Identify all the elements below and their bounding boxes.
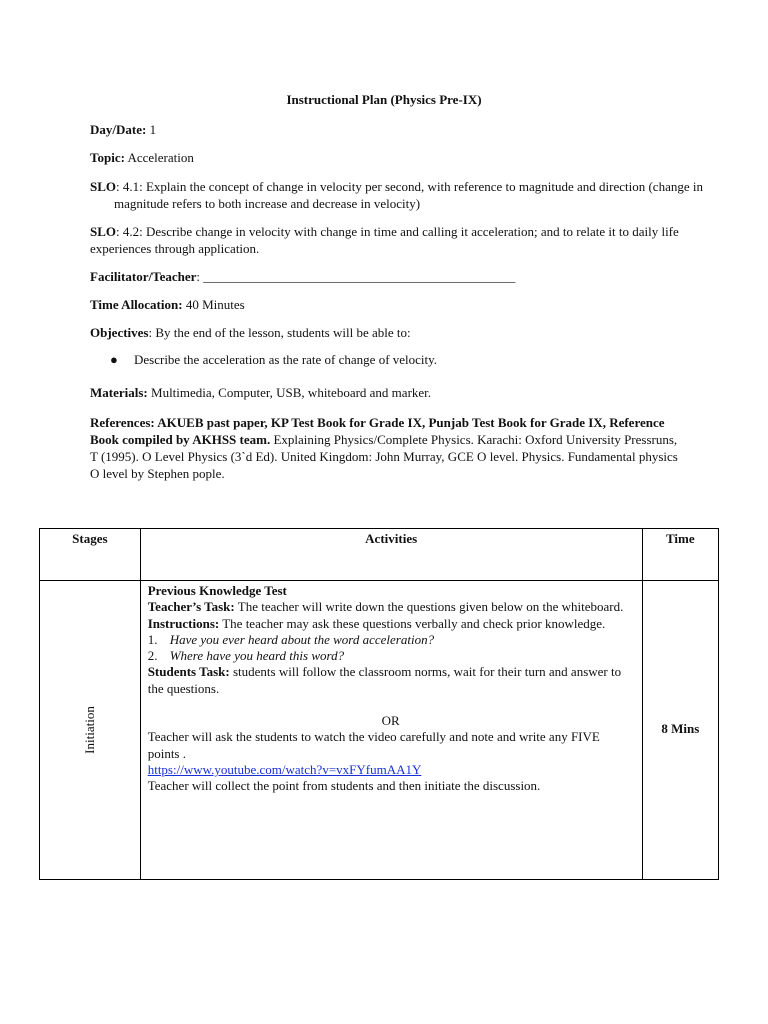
teacher-task-label: Teacher’s Task: bbox=[147, 599, 235, 615]
activities-cell bbox=[140, 581, 642, 880]
materials-line bbox=[90, 384, 680, 401]
facilitator-line bbox=[90, 268, 680, 285]
slo-1 bbox=[90, 178, 704, 212]
stage-label: Initiation bbox=[81, 706, 97, 754]
header-stages: Stages bbox=[40, 529, 141, 581]
topic-label: Topic: bbox=[90, 150, 125, 165]
day-date-value: 1 bbox=[149, 122, 157, 137]
slo-1-label: SLO bbox=[90, 179, 117, 194]
materials-value: Multimedia, Computer, USB, whiteboard and marker. bbox=[151, 385, 432, 400]
time-allocation-value: 40 Minutes bbox=[185, 297, 245, 312]
objective-item-text: Describe the acceleration as the rate of change of velocity. bbox=[134, 352, 438, 367]
question-1-number: 1. bbox=[147, 631, 158, 647]
question-1-text: Have you ever heard about the word acceleration? bbox=[169, 631, 435, 647]
slo-2 bbox=[90, 223, 680, 257]
slo-2-text: : 4.2: Describe change in velocity with change in time and calling it acceleration; and to relate it to daily life experiences through application. bbox=[90, 224, 679, 256]
materials-label: Materials: bbox=[90, 385, 148, 400]
students-task-text: students will follow the classroom norms, wait for their turn and answer to the questions. bbox=[147, 664, 622, 696]
day-date-line bbox=[90, 121, 680, 138]
table-header-row bbox=[40, 529, 719, 581]
question-2 bbox=[148, 648, 634, 664]
header-time: Time bbox=[642, 529, 718, 581]
topic-line bbox=[90, 149, 680, 166]
teacher-task-text: The teacher will write down the questions given below on the whiteboard. bbox=[234, 599, 624, 615]
stage-cell bbox=[40, 581, 141, 880]
objective-item bbox=[110, 352, 670, 368]
or-separator: OR bbox=[381, 713, 400, 729]
activity-heading: Previous Knowledge Test bbox=[147, 583, 287, 598]
question-1 bbox=[148, 632, 634, 648]
students-task bbox=[148, 664, 634, 697]
slo-1-text: : 4.1: Explain the concept of change in velocity per second, with reference to magnitude and direction (change in magnitude refers to both increase and decrease in velocity) bbox=[114, 179, 703, 211]
time-allocation-label: Time Allocation: bbox=[90, 297, 183, 312]
closing-text: Teacher will collect the point from students and then initiate the discussion. bbox=[147, 778, 541, 794]
instructions bbox=[148, 616, 634, 632]
day-date-label: Day/Date: bbox=[90, 122, 147, 137]
video-instruction: Teacher will ask the students to watch the video carefully and note and write any FIVE points . bbox=[147, 729, 600, 761]
bullet-icon: ● bbox=[110, 352, 118, 367]
table-row bbox=[40, 581, 719, 880]
facilitator-label: Facilitator/Teacher bbox=[90, 269, 197, 284]
header-activities: Activities bbox=[140, 529, 642, 581]
topic-value: Acceleration bbox=[127, 150, 194, 165]
video-link[interactable]: https://www.youtube.com/watch?v=vxFYfumAA1Y bbox=[147, 761, 422, 777]
question-2-number: 2. bbox=[147, 648, 158, 664]
objectives-label: Objectives bbox=[90, 325, 149, 340]
objectives-value: : By the end of the lesson, students will be able to: bbox=[148, 325, 411, 340]
teacher-task bbox=[148, 599, 634, 615]
instructions-label: Instructions: bbox=[147, 615, 220, 631]
students-task-label: Students Task: bbox=[147, 664, 230, 680]
references-bold-text: References: AKUEB past paper, KP Test Book for Grade IX, Punjab Test Book for Grade IX, Reference Book compiled by AKHSS team. bbox=[90, 415, 665, 447]
instructions-text: The teacher may ask these questions verbally and check prior knowledge. bbox=[219, 615, 606, 631]
video-link-row bbox=[148, 762, 634, 778]
question-2-text: Where have you heard this word? bbox=[169, 648, 345, 664]
lesson-plan-table bbox=[39, 528, 719, 880]
time-cell bbox=[642, 581, 718, 880]
references-text: Explaining Physics/Complete Physics. Karachi: Oxford University Pressruns, T (1995). O Level Physics (3`d Ed). United Kingdom: John Murray, GCE O level. Physics. Fundamental physics O level by Stephen pople. bbox=[90, 432, 678, 481]
references-block bbox=[90, 414, 680, 482]
page-title: Instructional Plan (Physics Pre-IX) bbox=[286, 92, 482, 107]
time-value: 8 Mins bbox=[661, 721, 700, 736]
slo-2-label: SLO bbox=[90, 224, 117, 239]
time-allocation-line bbox=[90, 296, 680, 313]
facilitator-value: : ________________________________________________ bbox=[196, 269, 516, 284]
objectives-line bbox=[90, 324, 680, 341]
